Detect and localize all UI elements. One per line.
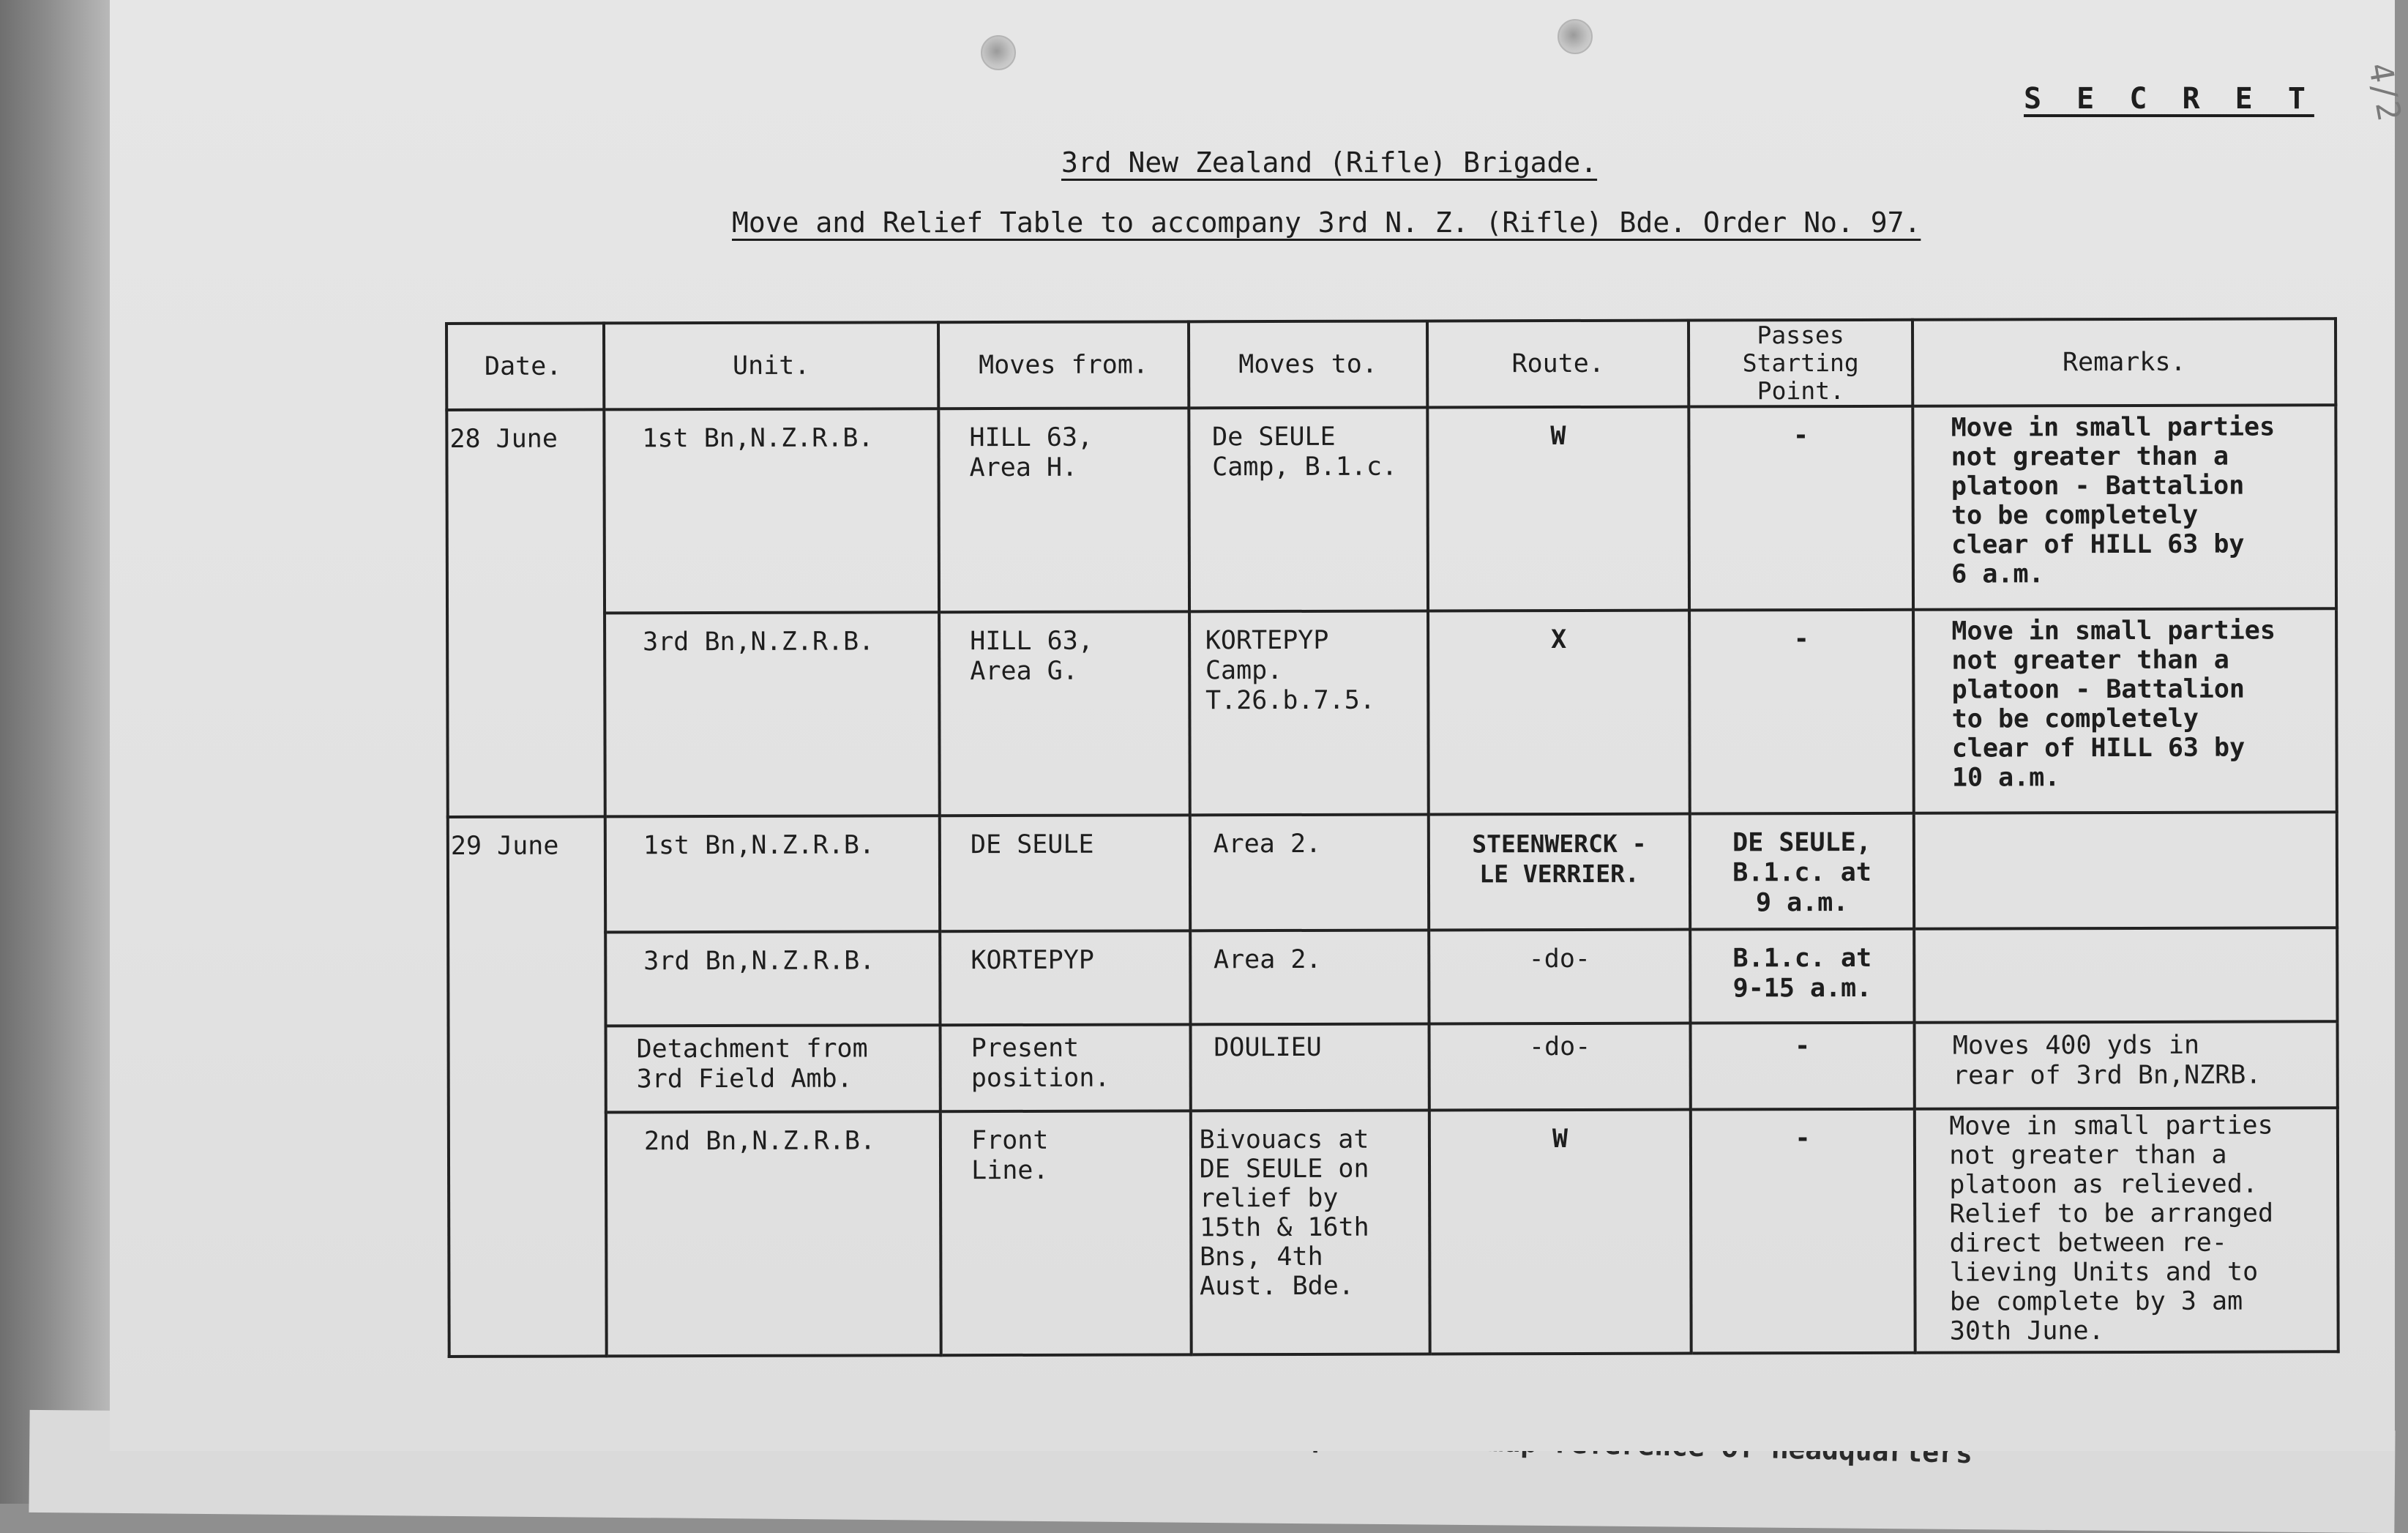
moves-to-cell: Area 2.: [1190, 930, 1429, 1024]
header-unit: Unit.: [604, 322, 938, 409]
table-row: [449, 1021, 2338, 1113]
moves-to-cell: Area 2.: [1189, 814, 1429, 930]
header-remarks: Remarks.: [1912, 318, 2336, 406]
passes-starting-point-cell: -: [1689, 406, 1913, 611]
unit-cell: 1st Bn,N.Z.R.B.: [604, 409, 939, 613]
route-cell: -do-: [1429, 1023, 1691, 1111]
margin-note: 4/2: [2360, 59, 2408, 124]
route-cell: STEENWERCK - LE VERRIER.: [1429, 814, 1690, 930]
table-header-row: [446, 318, 2336, 410]
unit-cell: 1st Bn,N.Z.R.B.: [605, 816, 941, 932]
route-cell: W: [1428, 407, 1689, 611]
moves-to-cell: KORTEPYP Camp. T.26.b.7.5.: [1189, 611, 1429, 815]
route-cell: W: [1429, 1110, 1691, 1354]
moves-to-cell: De SEULE Camp, B.1.c.: [1189, 407, 1428, 611]
table-row: [448, 812, 2337, 933]
moves-from-cell: Front Line.: [941, 1111, 1191, 1355]
remarks-cell: [1914, 812, 2337, 929]
unit-cell: 3rd Bn,N.Z.R.B.: [605, 612, 940, 816]
remarks-cell: Move in small parties not greater than a platoon - Battalion to be completely clear of HILL 63 by 10 a.m.: [1913, 608, 2336, 813]
passes-starting-point-cell: -: [1689, 610, 1914, 814]
remarks-cell: Move in small parties not greater than a platoon as relieved. Relief to be arranged direct between re- lieving Units and to be complete by 3 am 30th June.: [1915, 1108, 2338, 1353]
header-moves-to: Moves to.: [1189, 321, 1428, 408]
classification-marking: S E C R E T: [2024, 82, 2314, 116]
punch-hole-right: [1558, 19, 1593, 54]
table-row: [447, 608, 2337, 817]
moves-to-cell: DOULIEU: [1190, 1023, 1429, 1111]
page-left-edge: [0, 0, 110, 1504]
table-row: [449, 1108, 2338, 1357]
date-cell: 28 June: [446, 409, 605, 817]
passes-starting-point-cell: DE SEULE, B.1.c. at 9 a.m.: [1690, 813, 1915, 930]
moves-from-cell: Present position.: [941, 1024, 1191, 1111]
punch-hole-left: [981, 35, 1016, 70]
unit-cell: 2nd Bn,N.Z.R.B.: [606, 1111, 941, 1356]
document-subtitle: Move and Relief Table to accompany 3rd N. Z. (Rifle) Bde. Order No. 97.: [732, 206, 1921, 239]
route-cell: -do-: [1429, 930, 1690, 1024]
moves-to-cell: Bivouacs at DE SEULE on relief by 15th & 16th Bns, 4th Aust. Bde.: [1191, 1110, 1430, 1354]
passes-starting-point-cell: -: [1691, 1109, 1915, 1354]
moves-from-cell: HILL 63, Area G.: [939, 611, 1189, 816]
unit-cell: Detachment from 3rd Field Amb.: [606, 1025, 941, 1112]
unit-cell: 3rd Bn,N.Z.R.B.: [605, 931, 940, 1026]
date-cell: 29 June: [448, 816, 607, 1357]
table-row: [448, 928, 2337, 1026]
header-passes-starting-point: Passes Starting Point.: [1689, 320, 1913, 407]
remarks-cell: Moves 400 yds in rear of 3rd Bn,NZRB.: [1915, 1021, 2338, 1109]
table-row: [446, 405, 2336, 613]
route-cell: X: [1428, 611, 1689, 815]
passes-starting-point-cell: B.1.c. at 9-15 a.m.: [1690, 929, 1915, 1023]
header-moves-from: Moves from.: [938, 321, 1189, 409]
moves-from-cell: HILL 63, Area H.: [938, 408, 1189, 612]
remarks-cell: Move in small parties not greater than a platoon - Battalion to be completely clear of HILL 63 by 6 a.m.: [1913, 405, 2336, 610]
moves-from-cell: DE SEULE: [940, 815, 1190, 931]
header-route: Route.: [1427, 321, 1689, 408]
document-title: 3rd New Zealand (Rifle) Brigade.: [1061, 146, 1598, 179]
moves-from-cell: KORTEPYP: [940, 930, 1190, 1025]
header-date: Date.: [446, 323, 604, 410]
remarks-cell: [1914, 928, 2337, 1023]
move-relief-table-wrapper: [445, 317, 2340, 1358]
move-relief-table: [445, 317, 2340, 1358]
passes-starting-point-cell: -: [1690, 1023, 1915, 1110]
